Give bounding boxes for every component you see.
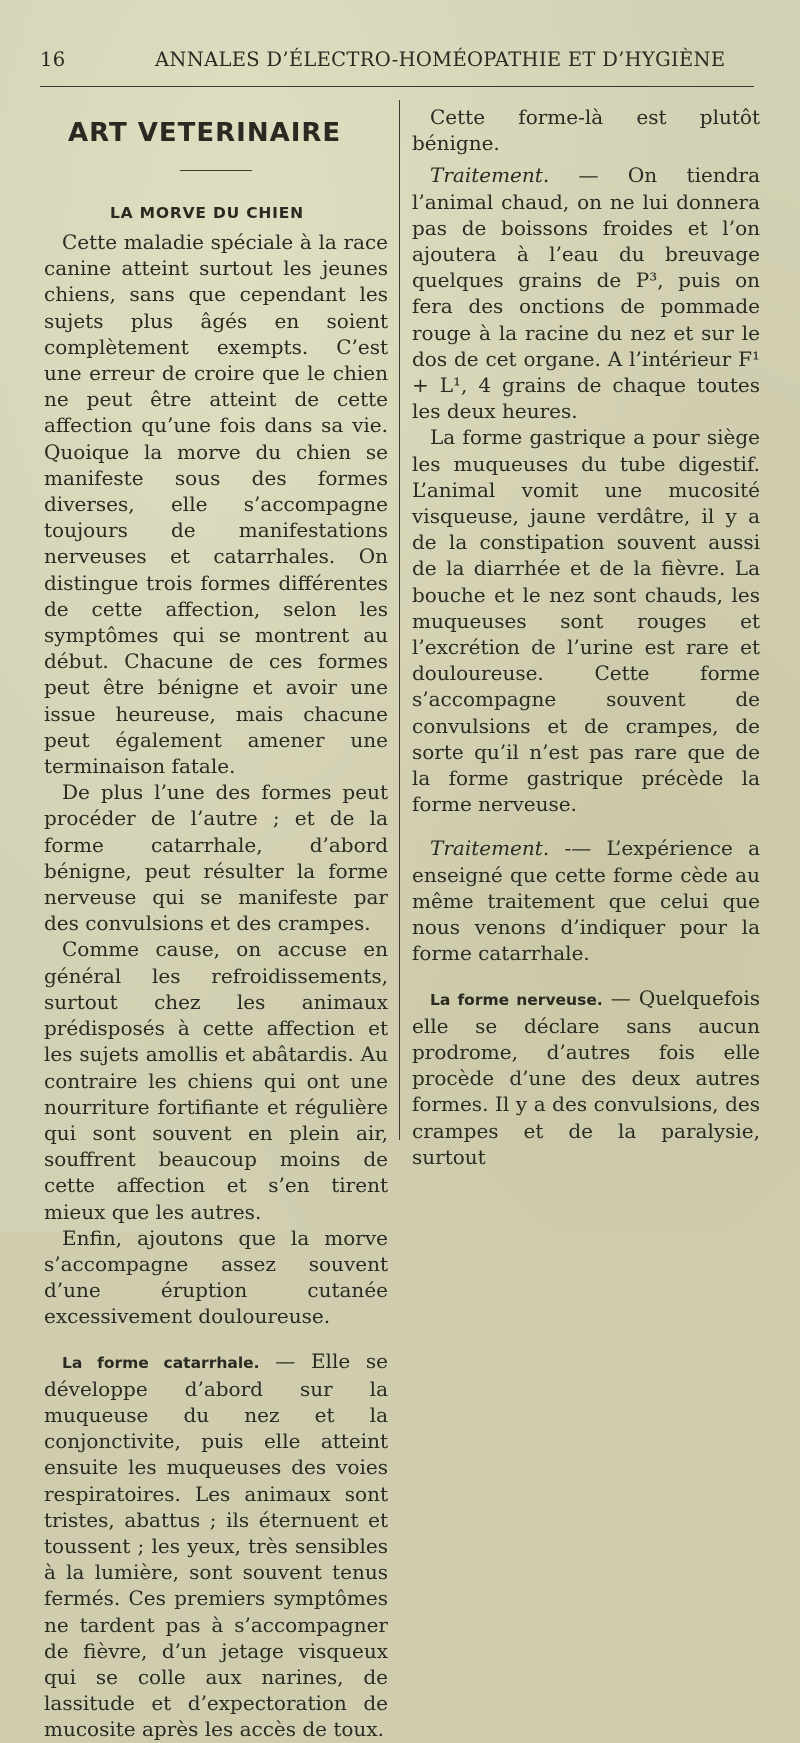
run-in-heading-nervous: La forme nerveuse. (430, 990, 603, 1009)
running-header (0, 48, 800, 78)
page-number: 16 (40, 48, 66, 71)
left-column (44, 100, 388, 1743)
catarrhal-text: — Elle se développe d’abord sur la muqueuse du nez et la conjonctivite, puis elle atteint ensuite les muqueuses des voies respiratoires. Les animaux sont tristes, abattus ; ils éternuent et toussent ; les yeux, très sensibles à la lumière, sont souvent tenus fermés. Ces premiers symptômes ne tardent pas à s’accompagner de fièvre, d’un jetage visqueux qui se colle aux narines, de lassitude et d’expectoration de mucosite après les accès de toux. (44, 1348, 388, 1742)
treatment-label: Traitement. (430, 163, 550, 188)
treatment-label: Traitement. (430, 836, 550, 861)
paragraph: Enfin, ajoutons que la morve s’accompagne assez souvent d’une éruption cutanée excessivement douloureuse. (44, 1225, 388, 1329)
paragraph: De plus l’une des formes peut procéder de l’autre ; et de la forme catarrhale, d’abord bénigne, peut résulter la forme nerveuse qui se manifeste par des convulsions et des crampes. (44, 780, 388, 936)
paragraph: Cette maladie spéciale à la race canine atteint surtout les jeunes chiens, sans que cependant les sujets plus âgés en soient complètement exempts. C’est une erreur de croire que le chien ne peut être atteint de cette affection qu’une fois dans sa vie. Quoique la morve du chien se manifeste sous des formes diverses, elle s’accompagne toujours de manifestations nerveuses et catarrhales. On distingue trois formes différentes de cette affection, selon les symptômes qui se montrent au début. Chacune de ces formes peut être bénigne et avoir une issue heureuse, mais chacune peut également amener une terminaison fatale. (44, 230, 388, 779)
run-in-heading-catarrhal: La forme catarrhale. (62, 1353, 260, 1372)
paragraph-treatment-2 (412, 835, 760, 966)
header-rule (40, 86, 754, 87)
paragraph-benign: Cette forme-là est plutôt bénigne. (412, 105, 760, 156)
paragraph-treatment-1 (412, 162, 760, 424)
journal-title: ANNALES D’ÉLECTRO-HOMÉOPATHIE ET D’HYGIÈNE (155, 48, 726, 71)
right-column-continuation (412, 104, 760, 1170)
paragraph: Comme cause, on accuse en général les refroidissements, surtout chez les animaux prédisposés à cette affection et les sujets amollis et abâtardis. Au contraire les chiens qui ont une nourriture fortifiante et régulière qui sont souvent en plein air, souffrent beaucoup moins de cette affection et s’en tirent mieux que les autres. (44, 937, 388, 1224)
nervous-text: — Quelquefois elle se déclare sans aucun prodrome, d’autres fois elle procède d’une des deux autres formes. Il y a des convulsions, des crampes et de la paralysie, surtout (412, 985, 760, 1169)
paragraph-catarrhal (44, 1348, 388, 1743)
spacer (412, 817, 760, 835)
section-title: ART VETERINAIRE (68, 118, 342, 148)
treatment-2-text: -— L’expérience a enseigné que cette forme cède au même traitement que celui que nous venons d’indiquer pour la forme catarrhale. (412, 836, 760, 966)
treatment-1-text: — On tiendra l’animal chaud, on ne lui donnera pas de boissons froides et l’on ajoutera à l’eau du breuvage quelques grains de P³, puis on fera des onctions de pommade rouge à la racine du nez et sur le dos de cet organe. A l’intérieur F¹ + L¹, 4 grains de chaque toutes les deux heures. (412, 163, 760, 424)
title-rule (180, 170, 252, 171)
spacer (44, 1330, 388, 1348)
column-divider (399, 100, 400, 1140)
paragraph-gastric: La forme gastrique a pour siège les muqueuses du tube digestif. L’animal vomit une mucosité visqueuse, jaune verdâtre, il y a de la constipation souvent aussi de la diarrhée et de la fièvre. La bouche et le nez sont chauds, les muqueuses sont rouges et l’excrétion de l’urine est rare et douloureuse. Cette forme s’accompagne souvent de convulsions et de crampes, de sorte qu’il n’est pas rare que de la forme gastrique précède la forme nerveuse. (412, 425, 760, 817)
spacer (412, 967, 760, 985)
article-subtitle: LA MORVE DU CHIEN (110, 204, 304, 222)
paragraph-nervous (412, 985, 760, 1170)
